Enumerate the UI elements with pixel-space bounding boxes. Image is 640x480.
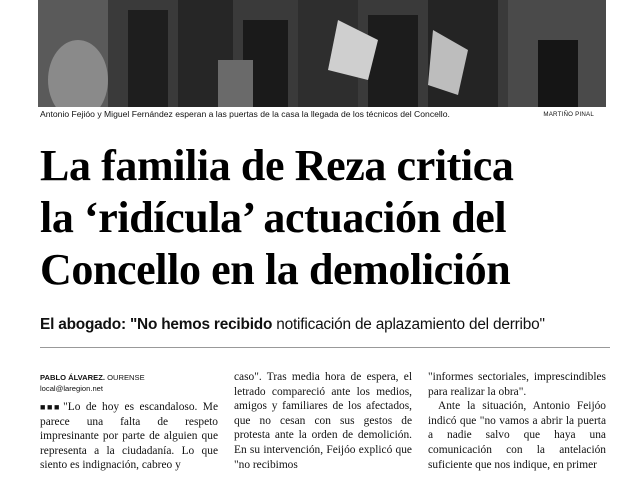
headline-line: la ‘ridícula’ actuación del [40, 193, 507, 242]
column-text: "Lo de hoy es escandaloso. Me parece una falta de respeto impresinante por parte de alguien que representa a la ciudadanía. Lo que siento es indignación, cabreo y [40, 401, 218, 472]
byline [40, 372, 145, 394]
news-photo [38, 0, 606, 107]
photo-credit: MARTIÑO PINAL [543, 111, 594, 118]
byline-place: OURENSE [104, 373, 145, 382]
article-headline [40, 140, 620, 296]
article-column-1 [40, 400, 218, 473]
subhead-bold: El abogado: "No hemos recibido [40, 316, 273, 333]
headline-line: La familia de Reza critica [40, 141, 514, 190]
paragraph-marker-icon: ■■■ [40, 402, 62, 412]
column-text: "informes sectoriales, imprescindibles para realizar la obra". [428, 371, 606, 398]
headline-line: Concello en la demolición [40, 245, 511, 294]
photo-caption: Antonio Fejióo y Miguel Fernández esperan a las puertas de la casa la llegada de los técnicos del Concello. [40, 109, 450, 119]
article-column-3 [428, 370, 606, 472]
article-column-2 [234, 370, 412, 472]
article-subhead [40, 316, 615, 334]
byline-author: PABLO ÁLVAREZ. [40, 373, 105, 382]
photo-crowd-image [38, 0, 606, 107]
column-text: Ante la situación, Antonio Feijóo indicó que "no vamos a abrir la puerta a nadie salvo que haya una comunicación con la antelación suficiente que nos indique, en primer [428, 400, 606, 471]
column-text: caso". Tras media hora de espera, el letrado compareció ante los medios, amigos y familiares de los afectados, que no cesan con sus gestos de protesta ante la orden de demolición. En su intervención, Feijóo explicó que "no recibimos [234, 371, 412, 471]
divider [40, 347, 610, 348]
subhead-rest: notificación de aplazamiento del derribo" [272, 316, 545, 333]
byline-email: local@laregion.net [40, 384, 104, 393]
